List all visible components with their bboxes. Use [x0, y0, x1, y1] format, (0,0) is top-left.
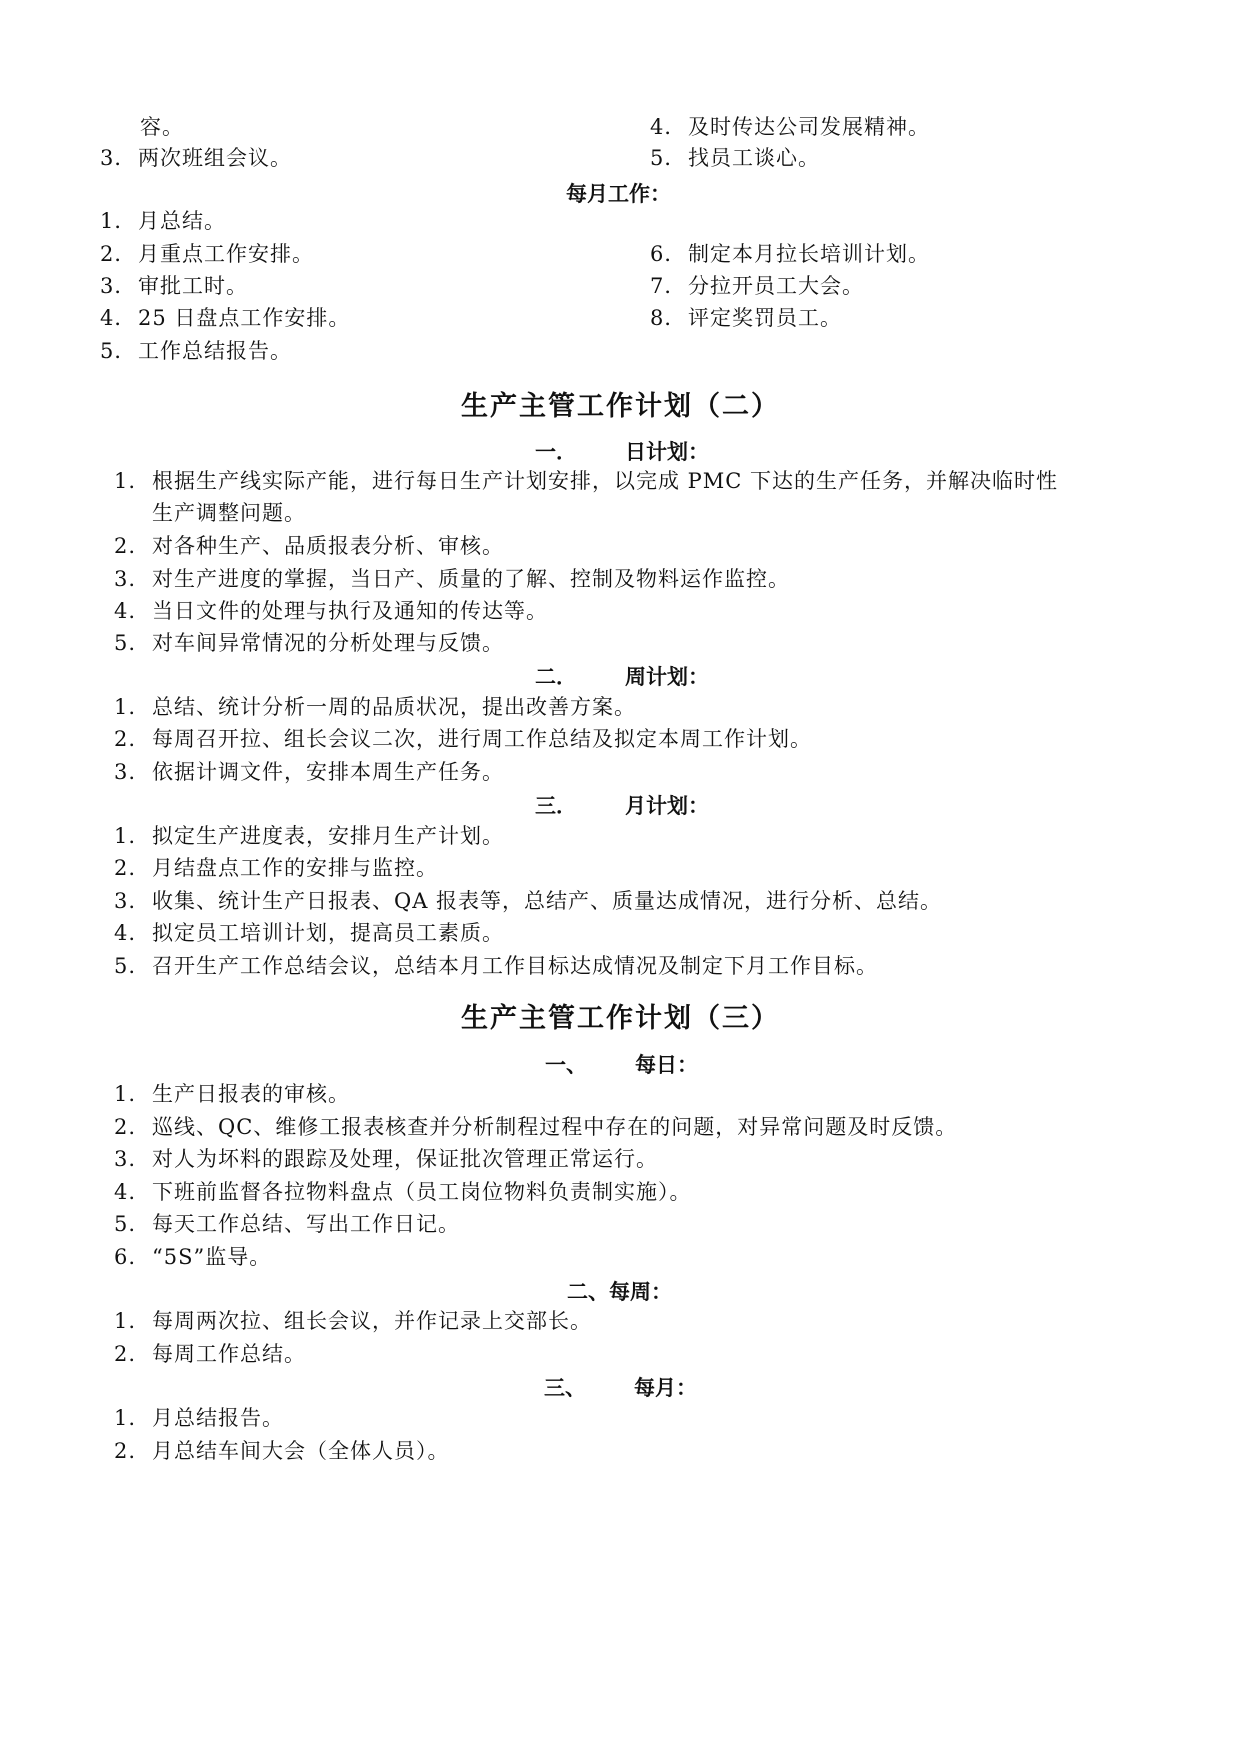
list-item: 3. 对生产进度的掌握，当日产、质量的了解、控制及物料运作监控。 [114, 567, 790, 591]
list-item: 4. 下班前监督各拉物料盘点（员工岗位物料负责制实施）。 [114, 1180, 692, 1204]
list-item: 1. 拟定生产进度表，安排月生产计划。 [114, 824, 504, 848]
list-item: 4．及时传达公司发展精神。 [650, 115, 930, 139]
monthly-work-heading: 每月工作： [566, 182, 671, 206]
list-item: 3．两次班组会议。 [100, 146, 292, 170]
plan3-daily-heading: 一、 每日： [545, 1053, 698, 1077]
list-item: 4. 当日文件的处理与执行及通知的传达等。 [114, 599, 548, 623]
list-item-continued: 生产调整问题。 [152, 501, 306, 525]
list-item: 6．制定本月拉长培训计划。 [650, 242, 930, 266]
list-item: 4. 拟定员工培训计划，提高员工素质。 [114, 921, 504, 945]
list-item: 3．审批工时。 [100, 274, 248, 298]
list-item: 1. 月总结报告。 [114, 1406, 284, 1430]
list-item: 3. 依据计调文件，安排本周生产任务。 [114, 760, 504, 784]
list-item: 3. 收集、统计生产日报表、QA 报表等，总结产、质量达成情况，进行分析、总结。 [114, 889, 943, 913]
list-item: 5. 召开生产工作总结会议，总结本月工作目标达成情况及制定下月工作目标。 [114, 954, 878, 978]
plan3-title: 生产主管工作计划（三） [461, 1003, 780, 1034]
list-item: 1. 每周两次拉、组长会议，并作记录上交部长。 [114, 1309, 592, 1333]
list-item: 1．月总结。 [100, 209, 226, 233]
list-item: 7．分拉开员工大会。 [650, 274, 864, 298]
list-item: 1. 根据生产线实际产能，进行每日生产计划安排，以完成 PMC 下达的生产任务，并解决临时性 [114, 469, 1059, 493]
list-item: 8．评定奖罚员工。 [650, 306, 842, 330]
list-item: 1. 总结、统计分析一周的品质状况，提出改善方案。 [114, 695, 636, 719]
list-item: 5．找员工谈心。 [650, 146, 820, 170]
list-item: 2．月重点工作安排。 [100, 242, 314, 266]
plan3-weekly-heading: 二、每周： [567, 1280, 672, 1304]
list-item: 4．25 日盘点工作安排。 [100, 306, 351, 330]
list-item: 5. 每天工作总结、写出工作日记。 [114, 1212, 460, 1236]
plan2-weekly-heading: 二． 周计划： [535, 665, 709, 689]
continued-text: 容。 [140, 115, 184, 139]
list-item: 5. 对车间异常情况的分析处理与反馈。 [114, 631, 504, 655]
list-item: 1. 生产日报表的审核。 [114, 1082, 350, 1106]
plan2-daily-heading: 一． 日计划： [535, 440, 709, 464]
plan2-title: 生产主管工作计划（二） [461, 391, 780, 422]
list-item: 2. 每周工作总结。 [114, 1342, 306, 1366]
list-item: 2. 巡线、QC、维修工报表核查并分析制程过程中存在的问题，对异常问题及时反馈。 [114, 1115, 958, 1139]
list-item: 2. 对各种生产、品质报表分析、审核。 [114, 534, 504, 558]
list-item: 2. 月总结车间大会（全体人员）。 [114, 1439, 450, 1463]
plan3-monthly-heading: 三、 每月： [544, 1376, 697, 1400]
plan2-monthly-heading: 三． 月计划： [535, 794, 709, 818]
list-item: 5．工作总结报告。 [100, 339, 292, 363]
list-item: 2. 每周召开拉、组长会议二次，进行周工作总结及拟定本周工作计划。 [114, 727, 812, 751]
list-item: 6. “5S”监导。 [114, 1245, 272, 1269]
list-item: 2. 月结盘点工作的安排与监控。 [114, 856, 438, 880]
list-item: 3. 对人为坏料的跟踪及处理，保证批次管理正常运行。 [114, 1147, 658, 1171]
